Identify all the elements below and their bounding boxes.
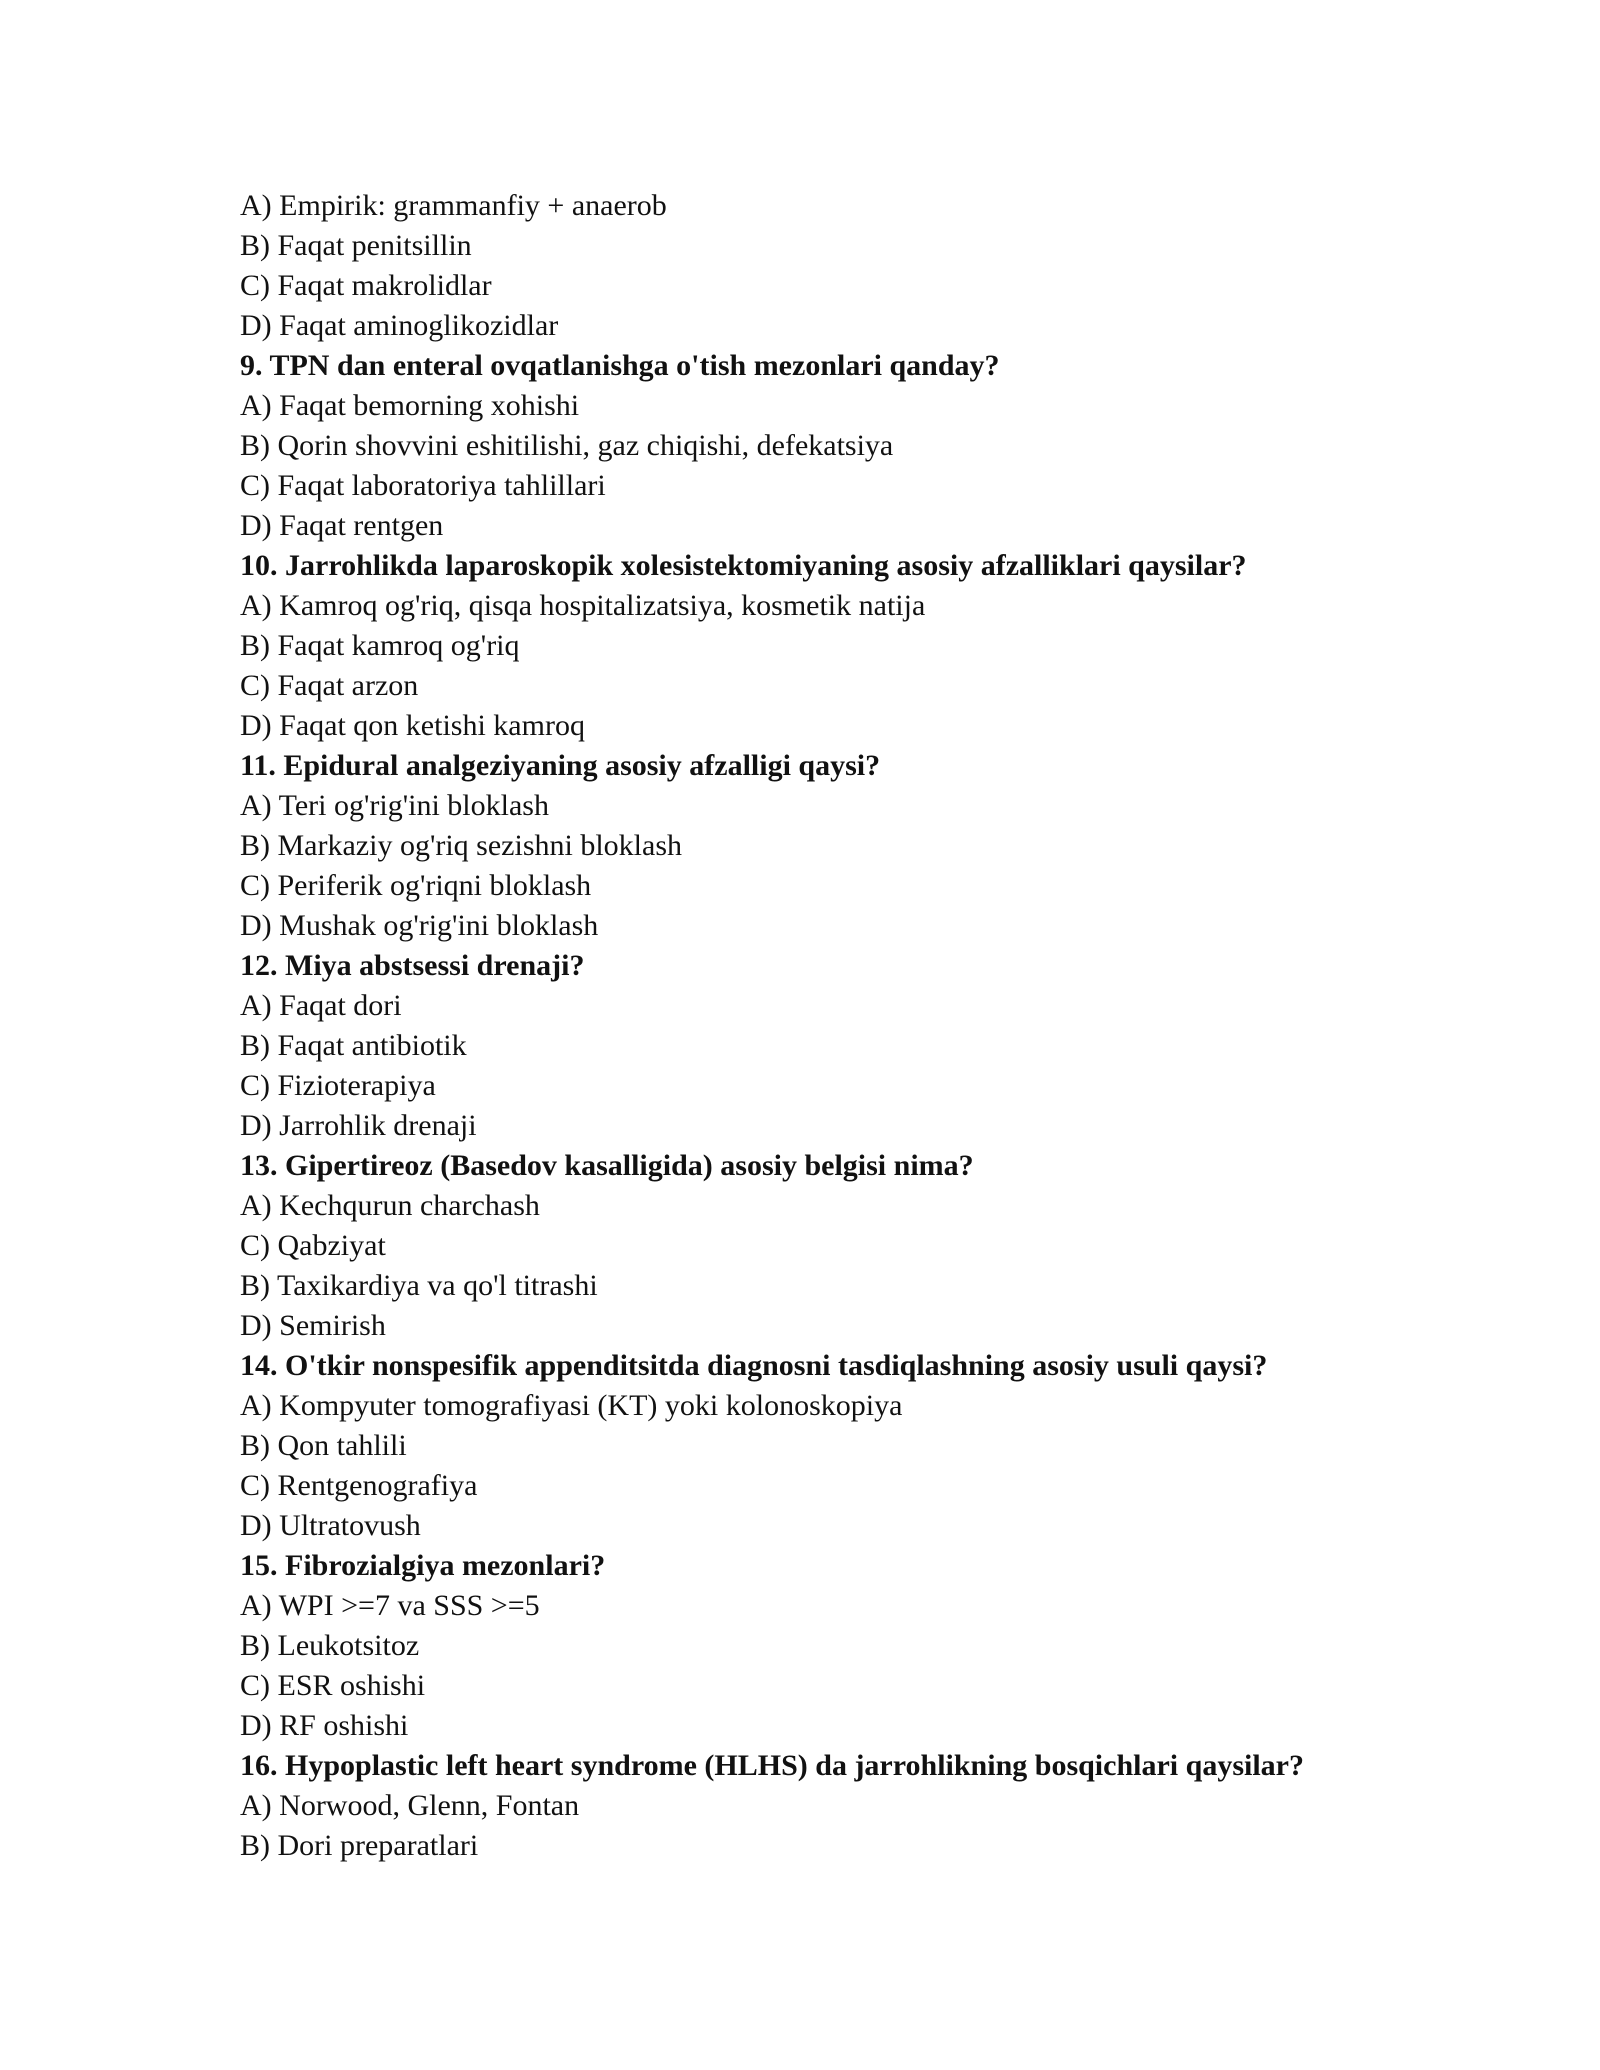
answer-option: A) WPI >=7 va SSS >=5	[240, 1589, 540, 1622]
answer-option: C) ESR oshishi	[240, 1669, 426, 1702]
answer-option: C) Periferik og'riqni bloklash	[240, 869, 592, 902]
answer-option: A) Norwood, Glenn, Fontan	[240, 1789, 580, 1822]
answer-option: C) Faqat arzon	[240, 669, 419, 702]
answer-option: C) Qabziyat	[240, 1229, 386, 1262]
question-text: 11. Epidural analgeziyaning asosiy afzalligi qaysi?	[240, 749, 881, 782]
answer-option: C) Fizioterapiya	[240, 1069, 436, 1102]
answer-option: D) Jarrohlik drenaji	[240, 1109, 477, 1142]
answer-option: D) Faqat qon ketishi kamroq	[240, 709, 585, 742]
answer-option: A) Faqat dori	[240, 989, 402, 1022]
answer-option: B) Faqat penitsillin	[240, 229, 472, 262]
answer-option: A) Teri og'rig'ini bloklash	[240, 789, 549, 822]
answer-option: D) Mushak og'rig'ini bloklash	[240, 909, 599, 942]
question-text: 15. Fibrozialgiya mezonlari?	[240, 1549, 606, 1582]
answer-option: C) Faqat makrolidlar	[240, 269, 492, 302]
answer-option: D) Faqat rentgen	[240, 509, 444, 542]
question-list	[240, 186, 1440, 1866]
answer-option: B) Faqat antibiotik	[240, 1029, 467, 1062]
answer-option: C) Faqat laboratoriya tahlillari	[240, 469, 606, 502]
answer-option: B) Qon tahlili	[240, 1429, 407, 1462]
answer-option: B) Qorin shovvini eshitilishi, gaz chiqishi, defekatsiya	[240, 429, 894, 462]
answer-option: B) Markaziy og'riq sezishni bloklash	[240, 829, 682, 862]
answer-option: A) Empirik: grammanfiy + anaerob	[240, 189, 667, 222]
question-text: 13. Gipertireoz (Basedov kasalligida) asosiy belgisi nima?	[240, 1149, 974, 1182]
answer-option: A) Faqat bemorning xohishi	[240, 389, 580, 422]
answer-option: D) Faqat aminoglikozidlar	[240, 309, 559, 342]
answer-option: A) Kamroq og'riq, qisqa hospitalizatsiya, kosmetik natija	[240, 589, 926, 622]
answer-option: D) RF oshishi	[240, 1709, 409, 1742]
answer-option: B) Faqat kamroq og'riq	[240, 629, 520, 662]
question-text: 10. Jarrohlikda laparoskopik xolesistektomiyaning asosiy afzalliklari qaysilar?	[240, 549, 1247, 582]
answer-option: B) Dori preparatlari	[240, 1829, 479, 1862]
answer-option: A) Kompyuter tomografiyasi (KT) yoki kolonoskopiya	[240, 1389, 903, 1422]
answer-option: B) Leukotsitoz	[240, 1629, 420, 1662]
answer-option: D) Ultratovush	[240, 1509, 421, 1542]
answer-option: D) Semirish	[240, 1309, 386, 1342]
question-text: 14. O'tkir nonspesifik appenditsitda diagnosni tasdiqlashning asosiy usuli qaysi?	[240, 1349, 1268, 1382]
answer-option: B) Taxikardiya va qo'l titrashi	[240, 1269, 598, 1302]
question-text: 9. TPN dan enteral ovqatlanishga o'tish mezonlari qanday?	[240, 349, 1000, 382]
question-text: 12. Miya abstsessi drenaji?	[240, 949, 585, 982]
answer-option: C) Rentgenografiya	[240, 1469, 478, 1502]
answer-option: A) Kechqurun charchash	[240, 1189, 540, 1222]
question-text: 16. Hypoplastic left heart syndrome (HLHS) da jarrohlikning bosqichlari qaysilar?	[240, 1749, 1304, 1782]
